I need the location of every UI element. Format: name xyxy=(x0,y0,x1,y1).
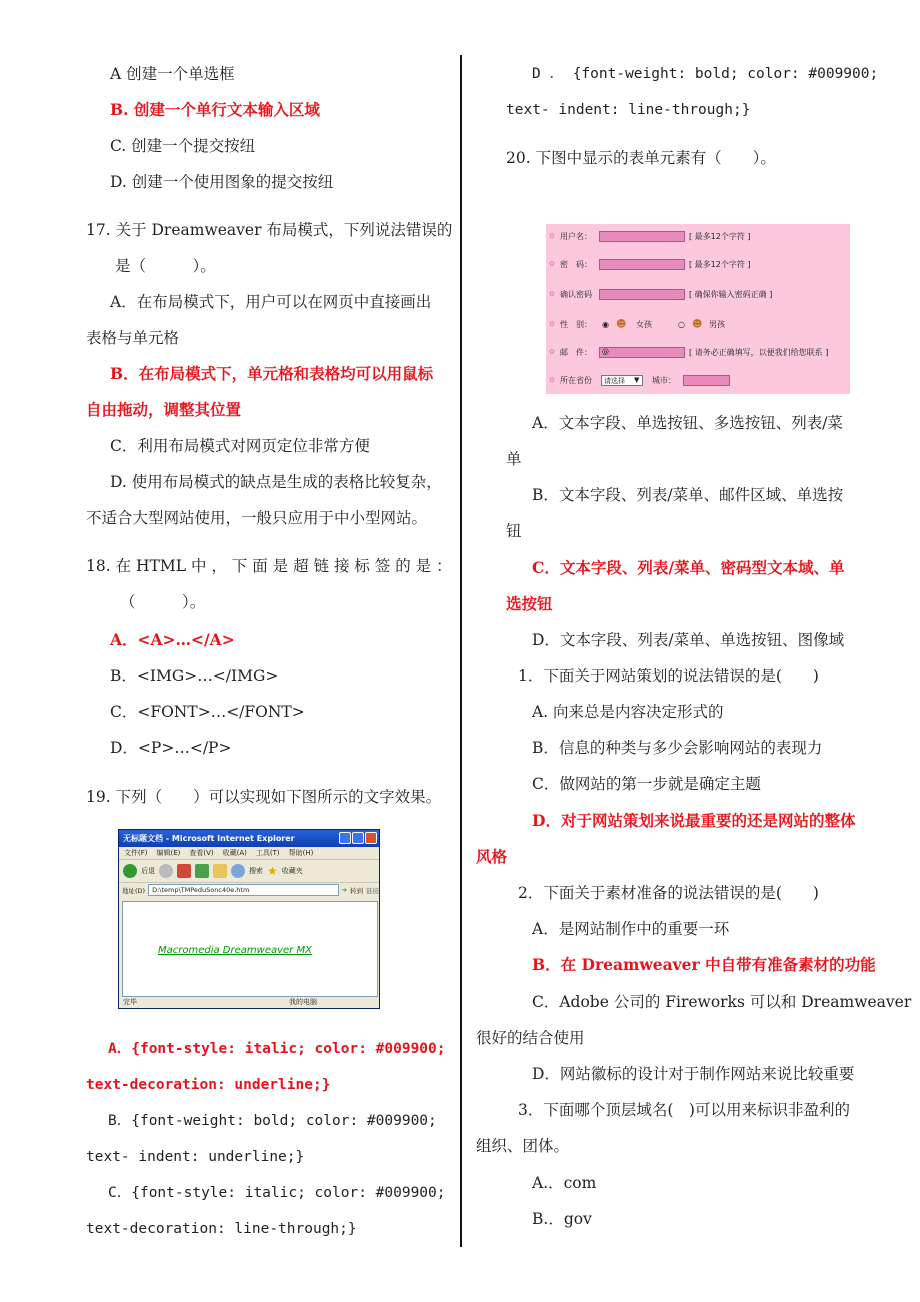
maximize-icon xyxy=(352,832,364,844)
favorites-star-icon: ★ xyxy=(267,864,278,878)
q20-option-b: B．文本字段、列表/菜单、邮件区域、单选按 xyxy=(532,486,844,504)
sample-link-text: Macromedia Dreamweaver MX xyxy=(158,945,312,956)
q16-option-a: A 创建一个单选框 xyxy=(110,65,235,83)
s2-option-b-answer: B．在 Dreamweaver 中自带有准备素材的功能 xyxy=(532,955,876,974)
ie-statusbar xyxy=(119,996,379,1008)
s2-option-a: A．是网站制作中的重要一环 xyxy=(532,920,730,938)
q17-option-a-cont: 表格与单元格 xyxy=(86,329,180,347)
q18-option-c: C．<FONT>…</FONT> xyxy=(110,703,305,721)
s2-option-c: C．Adobe 公司的 Fireworks 可以和 Dreamweaver xyxy=(532,993,912,1011)
s1-option-d-answer-cont: 风格 xyxy=(476,847,508,866)
q20-option-a-cont: 单 xyxy=(506,450,522,468)
go-label: 转到 xyxy=(350,886,363,895)
q20-option-c-answer: C．文本字段、列表/菜单、密码型文本域、单 xyxy=(532,558,845,577)
flower-icon: ✿ xyxy=(549,348,555,356)
q20-option-d: D．文本字段、列表/菜单、单选按钮、图像域 xyxy=(532,631,845,649)
q17-option-c: C．利用布局模式对网页定位非常方便 xyxy=(110,437,370,455)
province-select: 请选择 xyxy=(601,375,643,386)
s2-stem: 2．下面关于素材准备的说法错误的是( ) xyxy=(518,884,819,902)
ie-title: 无标题文档 - Microsoft Internet Explorer xyxy=(123,834,295,843)
forward-icon xyxy=(159,864,173,878)
flower-icon: ✿ xyxy=(549,376,555,384)
girl-icon: ☻ xyxy=(616,318,627,330)
search-icon xyxy=(231,864,245,878)
ie-address-bar xyxy=(119,883,379,897)
form-row-gender xyxy=(546,317,850,331)
refresh-icon xyxy=(195,864,209,878)
q16-option-b-answer: B. 创建一个单行文本输入区域 xyxy=(110,100,320,119)
q19-option-c: C．{font-style: italic; color: #009900; xyxy=(108,1185,446,1201)
radio-female-icon: ◉ xyxy=(602,319,609,329)
gender-label: 性 别： xyxy=(560,319,592,329)
city-label: 城市： xyxy=(652,375,676,385)
q20-option-b-cont: 钮 xyxy=(506,522,522,540)
q17-stem-cont: 是（ ）。 xyxy=(115,257,216,275)
email-hint: [ 请务必正确填写，以便我们给您联系 ] xyxy=(689,347,829,357)
form-row-username xyxy=(546,229,850,243)
username-label: 用户名： xyxy=(560,231,592,241)
q17-option-d-cont: 不适合大型网站使用，一般只应用于中小型网站。 xyxy=(86,509,428,527)
favorites-label: 收藏夹 xyxy=(281,867,303,875)
status-right: 我的电脑 xyxy=(289,998,317,1006)
home-icon xyxy=(213,864,227,878)
go-arrow-icon: ➔ xyxy=(341,886,347,894)
links-label: 链接 xyxy=(366,886,379,895)
s1-stem: 1．下面关于网站策划的说法错误的是( ) xyxy=(518,667,819,685)
email-label: 邮 件： xyxy=(560,347,592,357)
q17-option-b-answer-cont: 自由拖动，调整其位置 xyxy=(86,400,242,419)
menu-edit: 编辑(E) xyxy=(156,849,181,857)
q16-option-d: D. 创建一个使用图象的提交按纽 xyxy=(110,173,334,191)
form-row-province xyxy=(546,373,850,387)
menu-tools: 工具(T) xyxy=(255,849,280,857)
status-left: 完毕 xyxy=(123,998,137,1006)
stop-icon xyxy=(177,864,191,878)
q19-option-d: D ． {font-weight: bold; color: #009900; xyxy=(532,66,879,82)
form-row-confirm xyxy=(546,287,850,301)
menu-help: 帮助(H) xyxy=(288,849,314,857)
q19-option-a-answer: A．{font-style: italic; color: #009900; xyxy=(108,1041,446,1057)
q18-stem: 18. 在 HTML 中 ， 下 面 是 超 链 接 标 签 的 是 ： xyxy=(86,557,452,575)
q18-option-d: D．<P>…</P> xyxy=(110,739,232,757)
form-row-password xyxy=(546,257,850,271)
confirm-field xyxy=(599,289,685,300)
ie-menubar xyxy=(119,847,379,860)
back-icon xyxy=(123,864,137,878)
confirm-hint: [ 确保你输入密码正确 ] xyxy=(689,289,773,299)
menu-view: 查看(V) xyxy=(189,849,214,857)
menu-favorites: 收藏(A) xyxy=(222,849,247,857)
password-label: 密 码： xyxy=(560,259,592,269)
s3-option-b: B.．gov xyxy=(532,1210,592,1228)
menu-file: 文件(F) xyxy=(124,849,148,857)
minimize-icon xyxy=(339,832,351,844)
q19-option-b: B．{font-weight: bold; color: #009900; xyxy=(108,1113,437,1129)
q17-stem: 17. 关于 Dreamweaver 布局模式，下列说法错误的 xyxy=(86,221,453,239)
registration-form-image xyxy=(546,224,850,394)
q19-option-a-answer-cont: text-decoration: underline;} xyxy=(86,1077,331,1093)
flower-icon: ✿ xyxy=(549,290,555,298)
s3-stem-cont: 组织、团体。 xyxy=(476,1137,570,1155)
s1-option-b: B．信息的种类与多少会影响网站的表现力 xyxy=(532,739,823,757)
confirm-label: 确认密码 xyxy=(560,289,592,299)
ie-titlebar xyxy=(119,830,379,847)
ie-content xyxy=(122,901,378,997)
address-field: D:\temp\TMPeduSonc40e.htm xyxy=(148,884,338,896)
back-label: 后退 xyxy=(141,867,155,875)
close-icon xyxy=(365,832,377,844)
username-hint: [ 最多12个字符 ] xyxy=(689,231,751,241)
form-row-email xyxy=(546,345,850,359)
s2-option-d: D．网站徽标的设计对于制作网站来说比较重要 xyxy=(532,1065,855,1083)
s3-stem: 3．下面哪个顶层域名( )可以用来标识非盈利的 xyxy=(518,1101,850,1119)
flower-icon: ✿ xyxy=(549,320,555,328)
ie-screenshot xyxy=(118,829,380,1009)
q16-option-c: C. 创建一个提交按纽 xyxy=(110,137,256,155)
username-field xyxy=(599,231,685,242)
flower-icon: ✿ xyxy=(549,260,555,268)
male-label: 男孩 xyxy=(709,319,725,329)
select-arrow-icon: ▼ xyxy=(634,376,640,384)
s1-option-a: A. 向来总是内容决定形式的 xyxy=(532,703,724,721)
q20-stem: 20. 下图中显示的表单元素有（ ）。 xyxy=(506,149,776,167)
q18-option-a-answer: A．<A>…</A> xyxy=(110,630,235,649)
flower-icon: ✿ xyxy=(549,232,555,240)
email-field: @ xyxy=(599,347,685,358)
address-label: 地址(D) xyxy=(122,886,146,895)
boy-icon: ☻ xyxy=(692,318,703,330)
q20-option-a: A．文本字段、单选按钮、多选按钮、列表/菜 xyxy=(532,414,843,432)
search-label: 搜索 xyxy=(249,867,263,875)
q17-option-d: D. 使用布局模式的缺点是生成的表格比较复杂， xyxy=(110,473,442,491)
q19-option-d-cont: text- indent: line-through;} xyxy=(506,102,751,118)
q18-stem-cont: （ ）。 xyxy=(120,593,206,611)
province-label: 所在省份 xyxy=(560,375,592,385)
radio-male-icon: ○ xyxy=(678,319,685,329)
q17-option-b-answer: B．在布局模式下，单元格和表格均可以用鼠标 xyxy=(110,364,434,383)
column-divider xyxy=(460,55,462,1247)
s2-option-c-cont: 很好的结合使用 xyxy=(476,1029,585,1047)
q19-option-c-cont: text-decoration: line-through;} xyxy=(86,1221,357,1237)
female-label: 女孩 xyxy=(636,319,652,329)
q17-option-a: A．在布局模式下，用户可以在网页中直接画出 xyxy=(110,293,432,311)
q19-option-b-cont: text- indent: underline;} xyxy=(86,1149,305,1165)
password-hint: [ 最多12个字符 ] xyxy=(689,259,751,269)
password-field xyxy=(599,259,685,270)
q18-option-b: B．<IMG>…</IMG> xyxy=(110,667,279,685)
s1-option-c: C．做网站的第一步就是确定主题 xyxy=(532,775,761,793)
q20-option-c-answer-cont: 选按钮 xyxy=(506,594,553,613)
q19-stem: 19. 下列（ ）可以实现如下图所示的文字效果。 xyxy=(86,788,442,806)
city-field xyxy=(683,375,730,386)
ie-toolbar xyxy=(119,860,379,883)
s1-option-d-answer: D．对于网站策划来说最重要的还是网站的整体 xyxy=(532,811,856,830)
s3-option-a: A.．com xyxy=(532,1174,597,1192)
